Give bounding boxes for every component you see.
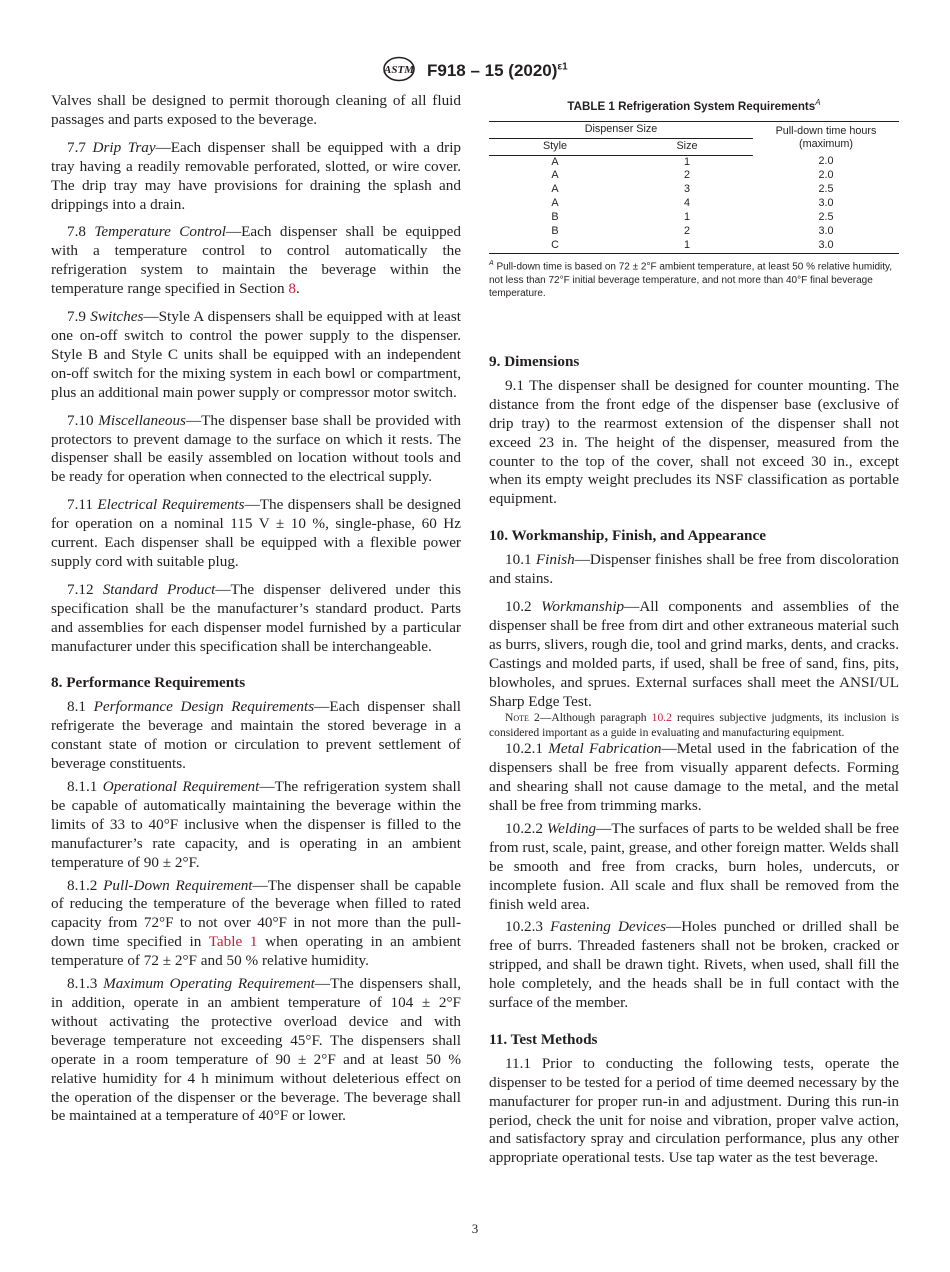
section-8-1-1: 8.1.1 Operational Requirement—The refrigeration system shall be capable of automatically maintaining the beverage within the limits of 33 to 40°F inclusive when the dispenser is filled to the manufacturer’s rate capacity, and is operating in an ambient temperature of 90 ± 2°F.	[51, 778, 461, 871]
section-9-1: 9.1 The dispenser shall be designed for counter mounting. The distance from the front edge of the dispenser base (exclusive of drip tray) to the rearmost extension of the dispenser shall not exceed 23 in. The height of the dispenser, measured from the counter to the top of the cover, shall not exceed 30 in., except when its empty weight precludes its NSF classification as portable equipment.	[489, 376, 899, 508]
section-7-8: 7.8 Temperature Control—Each dispenser shall be equipped with a temperature control to control automatically the refrigeration system to maintain the beverage within the temperature range specified in Section 8.	[51, 223, 462, 298]
cell-time: 2.5	[818, 211, 834, 224]
table-row	[489, 183, 899, 197]
cell-style: A	[551, 183, 559, 196]
section-10-2-1: 10.2.1 Metal Fabrication—Metal used in the fabrication of the dispensers shall be free from visually apparent defects. Forming and shearing shall not cause damage to the metal, and the metal shall be free from trimming marks.	[489, 740, 899, 814]
section-7-11: 7.11 Electrical Requirements—The dispensers shall be designed for operation on a nominal 115 V ± 10 %, single-phase, 60 Hz current. Each dispenser shall be equipped with a flexible power supply cord with suitable plug.	[51, 496, 462, 570]
heading-workmanship: 10. Workmanship, Finish, and Appearance	[489, 527, 766, 545]
cell-style: B	[551, 225, 559, 238]
dispenser-size-header: Dispenser Size	[489, 121, 753, 138]
cell-size: 1	[683, 211, 690, 224]
heading-performance-requirements: 8. Performance Requirements	[51, 674, 246, 692]
page-header	[0, 56, 950, 87]
section-10-2-3: 10.2.3 Fastening Devices—Holes punched or drilled shall be free of burrs. Threaded fasteners shall not be broken, cracked or stripped, and shall be drawn tight. Rivets, when used, shall fill the hole completely, and the heads shall be in full contact with the surface of the member.	[489, 918, 900, 1012]
cell-time: 3.0	[818, 197, 834, 210]
cell-style: A	[551, 155, 559, 168]
cell-style: B	[551, 211, 559, 224]
table-1-link[interactable]: Table 1	[208, 933, 258, 951]
cell-size: 2	[683, 225, 690, 238]
section-10-2-2: 10.2.2 Welding—The surfaces of parts to be welded shall be free from rust, scale, paint, grease, and other foreign matter. Welds shall be smooth and free from cracks, burn holes, undercuts, or incomplete fusion. All scale and flux shall be removed from the finish weld area.	[489, 819, 899, 913]
section-8-1: 8.1 Performance Design Requirements—Each dispenser shall refrigerate the beverage and maintain the stored beverage in a constant state of motion or circulation to prevent settlement of beverage constituents.	[51, 698, 462, 773]
section-7-10: 7.10 Miscellaneous—The dispenser base shall be provided with protectors to prevent damage to the surface on which it rests. The dispenser shall be easily assembled on location without tools and be ready for operation when connected to the electrical supply.	[51, 411, 462, 486]
heading-test-methods: 11. Test Methods	[489, 1030, 598, 1048]
table-footnote: $^A$ Pull-down time is based on 72 ± 2°F ambient temperature, at least 50 % relative humidity, not less than 72°F initial beverage temperature, and not more than 40°F final beverage temperature.	[489, 259, 893, 300]
epsilon-superscript: ε1	[557, 61, 568, 73]
section-10-2-link[interactable]: 10.2	[651, 711, 672, 725]
table-row	[489, 169, 899, 183]
section-10-2: 10.2 Workmanship—All components and assemblies of the dispenser shall be free from dirt and other extraneous material such as burrs, slivers, rough die, tool and grind marks, dents, and cracks. Castings and molded parts, if used, shall be free of sand, fins, pits, blowholes, and sprues. External surfaces shall meet the ANSI/UL Sharp Edge Test.	[489, 598, 899, 710]
cell-style: C	[489, 239, 621, 253]
left-column	[51, 92, 461, 1126]
svg-text:ASTM: ASTM	[384, 64, 415, 76]
table-row	[489, 239, 899, 253]
size-header: Size	[621, 138, 753, 155]
cell-size: 1	[683, 155, 690, 168]
section-10-1: 10.1 Finish—Dispenser finishes shall be free from discoloration and stains.	[489, 551, 900, 588]
section-7-12: 7.12 Standard Product—The dispenser delivered under this specification shall be the manufacturer’s standard product. Parts and assemblies for each dispenser model furnished by a particular manufacturer under this specification shall be interchangeable.	[51, 580, 462, 655]
cell-size: 3	[683, 183, 690, 196]
section-8-1-3: 8.1.3 Maximum Operating Requirement—The dispensers shall, in addition, operate in an ambient temperature of 104 ± 2°F without activating the protective overload device and with beverage temperature not exceeding 45°F. The dispensers shall operate in a room temperature of 90 ± 2°F and at least 50 % relative humidity for 4 h minimum without deleterious effect on the operation of the dispenser or the beverage. The beverage shall be maintained at a temperature of 40°F or lower.	[51, 975, 462, 1125]
cell-time: 2.0	[818, 155, 834, 168]
table-row	[489, 211, 899, 225]
table-row	[489, 197, 899, 211]
style-header: Style	[489, 138, 621, 155]
table-title: TABLE 1 Refrigeration System Requirements$^A$	[567, 98, 821, 113]
cell-size: 4	[683, 197, 690, 210]
section-7-9: 7.9 Switches—Style A dispensers shall be equipped with at least one on-off switch to control the power supply to the dispenser. Style B and Style C units shall be equipped with an independent on-off switch for the mixing system in each bowl or compartment, plus an additional main power supply or compressor motor switch.	[51, 308, 462, 401]
cell-style: A	[551, 169, 559, 182]
right-column	[489, 92, 899, 1168]
cell-size: 2	[683, 169, 690, 182]
section-8-link[interactable]: 8	[288, 280, 297, 298]
paragraph-valves: Valves shall be designed to permit thorough cleaning of all fluid passages and parts exposed to the beverage.	[51, 92, 461, 128]
cell-size: 1	[621, 239, 753, 253]
table-row	[489, 225, 899, 239]
section-11-1: 11.1 Prior to conducting the following tests, operate the dispenser to be tested for a period of time deemed necessary by the manufacturer for proper run-in and adjustment. During this run-in period, check the unit for noise and vibration, proper valve action, and satisfactory spray and circulation performance, plus any other appropriate operational tests. Use tap water as the test beverage.	[489, 1054, 899, 1167]
page-number: 3	[471, 1221, 479, 1236]
table-row	[489, 155, 899, 169]
cell-time: 2.0	[818, 169, 834, 182]
pull-down-time-header: Pull-down time hours (maximum)	[753, 121, 899, 155]
cell-time: 3.0	[818, 225, 834, 238]
cell-style: A	[551, 197, 559, 210]
cell-time: 2.5	[818, 183, 834, 196]
astm-logo-icon	[382, 56, 416, 87]
section-7-7: 7.7 Drip Tray—Each dispenser shall be equipped with a drip tray having a readily removable perforated, slotted, or wire cover. The drip tray may have provisions for draining the splash and drippings into a drain.	[51, 138, 462, 213]
document-designation: F918 – 15 (2020)	[427, 60, 558, 80]
cell-time: 3.0	[753, 239, 899, 253]
section-8-1-2: 8.1.2 Pull-Down Requirement—The dispenser shall be capable of reducing the temperature of the beverage when filled to rated capacity from 72°F to not over 40°F in not more than the pull-down time specified in Table 1 when operating in an ambient temperature of 72 ± 2°F and 50 % relative humidity.	[51, 876, 461, 970]
heading-dimensions: 9. Dimensions	[489, 353, 580, 371]
refrigeration-requirements-table	[489, 121, 899, 254]
note-2: Note 2—Although paragraph 10.2 requires subjective judgments, its inclusion is considered important as a guide in evaluating and manufacturing equipment.	[489, 711, 899, 739]
